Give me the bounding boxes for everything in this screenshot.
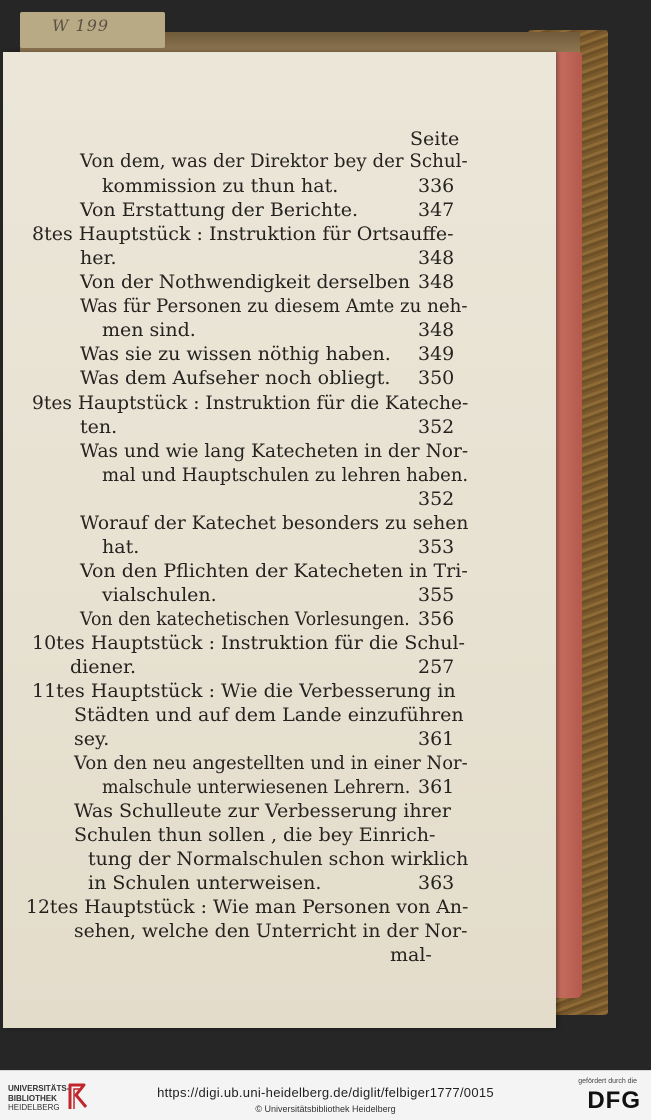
toc-page-number: 350 xyxy=(418,367,455,389)
toc-line: Was Schulleute zur Verbesserung ihrer xyxy=(74,800,451,822)
dfg-logo: DFG xyxy=(587,1087,641,1114)
toc-line: hat. xyxy=(102,536,140,558)
toc-page-number: 347 xyxy=(418,199,455,221)
toc-page-number: 356 xyxy=(418,608,455,630)
toc-line: Von dem, was der Direktor bey der Schul- xyxy=(80,150,468,172)
toc-page-number: 353 xyxy=(418,536,455,558)
toc-line: 10tes Hauptstück : Instruktion für die Schul- xyxy=(32,632,465,654)
toc-line: Was dem Aufseher noch obliegt. xyxy=(80,367,391,389)
toc-line: 8tes Hauptstück : Instruktion für Ortsauffe- xyxy=(32,223,454,245)
toc-line: sey. xyxy=(74,728,110,750)
toc-page-number: 336 xyxy=(418,175,455,197)
toc-page-number: 361 xyxy=(418,776,455,798)
toc-line: vialschulen. xyxy=(102,584,217,606)
toc-line: malschule unterwiesenen Lehrern. xyxy=(102,776,411,798)
shelfmark: W 199 xyxy=(52,16,110,35)
toc-line: men sind. xyxy=(102,319,196,341)
page-header: Seite xyxy=(410,128,460,150)
toc-page-number: 363 xyxy=(418,872,455,894)
toc-page-number: 361 xyxy=(418,728,455,750)
toc-line: 9tes Hauptstück : Instruktion für die Kateche- xyxy=(32,392,469,414)
toc-line: Städten und auf dem Lande einzuführen xyxy=(74,704,464,726)
toc-page-number: 352 xyxy=(418,416,455,438)
toc-page-number: 349 xyxy=(418,343,455,365)
toc-line: mal und Hauptschulen zu lehren haben. xyxy=(102,464,469,486)
toc-line: tung der Normalschulen schon wirklich xyxy=(88,848,469,870)
toc-line: her. xyxy=(80,247,117,269)
toc-page-number: 355 xyxy=(418,584,455,606)
toc-line: in Schulen unterweisen. xyxy=(88,872,322,894)
toc-line: diener. xyxy=(70,656,136,678)
institution-city: HEIDELBERG xyxy=(8,1103,60,1112)
institution-name: UNIVERSITÄTS- BIBLIOTHEK xyxy=(8,1084,70,1103)
toc-line: Was und wie lang Katecheten in der Nor- xyxy=(80,440,469,462)
toc-line: kommission zu thun hat. xyxy=(102,175,339,197)
toc-line: ten. xyxy=(80,416,118,438)
toc-line: 11tes Hauptstück : Wie die Verbesserung in xyxy=(32,680,456,702)
document-url-link[interactable]: https://digi.ub.uni-heidelberg.de/diglit/felbiger1777/0015 xyxy=(157,1085,494,1100)
toc-line: 12tes Hauptstück : Wie man Personen von An- xyxy=(26,896,469,918)
toc-line: Was sie zu wissen nöthig haben. xyxy=(80,343,391,365)
toc-line: Worauf der Katechet besonders zu sehen xyxy=(80,512,469,534)
toc-line: sehen, welche den Unterricht in der Nor- xyxy=(74,920,468,942)
copyright-notice: © Universitätsbibliothek Heidelberg xyxy=(255,1104,396,1114)
toc-line: Von den neu angestellten und in einer Nor- xyxy=(74,752,468,774)
funding-note: gefördert durch die xyxy=(578,1078,637,1085)
toc-line: Was für Personen zu diesem Amte zu neh- xyxy=(80,295,468,317)
toc-line: mal- xyxy=(390,944,432,966)
toc-line: Schulen thun sollen , die bey Einrich- xyxy=(74,824,436,846)
toc-line: Von den katechetischen Vorlesungen. xyxy=(80,608,410,630)
toc-page-number: 348 xyxy=(418,319,455,341)
toc-page-number: 352 xyxy=(418,488,455,510)
toc-page-number: 348 xyxy=(418,247,455,269)
footer-bar xyxy=(0,1070,651,1120)
toc-line: Von der Nothwendigkeit derselben xyxy=(80,271,410,293)
toc-line: Von den Pflichten der Katecheten in Tri- xyxy=(80,560,468,582)
toc-page-number: 348 xyxy=(418,271,455,293)
toc-page-number: 257 xyxy=(418,656,455,678)
toc-line: Von Erstattung der Berichte. xyxy=(80,199,358,221)
